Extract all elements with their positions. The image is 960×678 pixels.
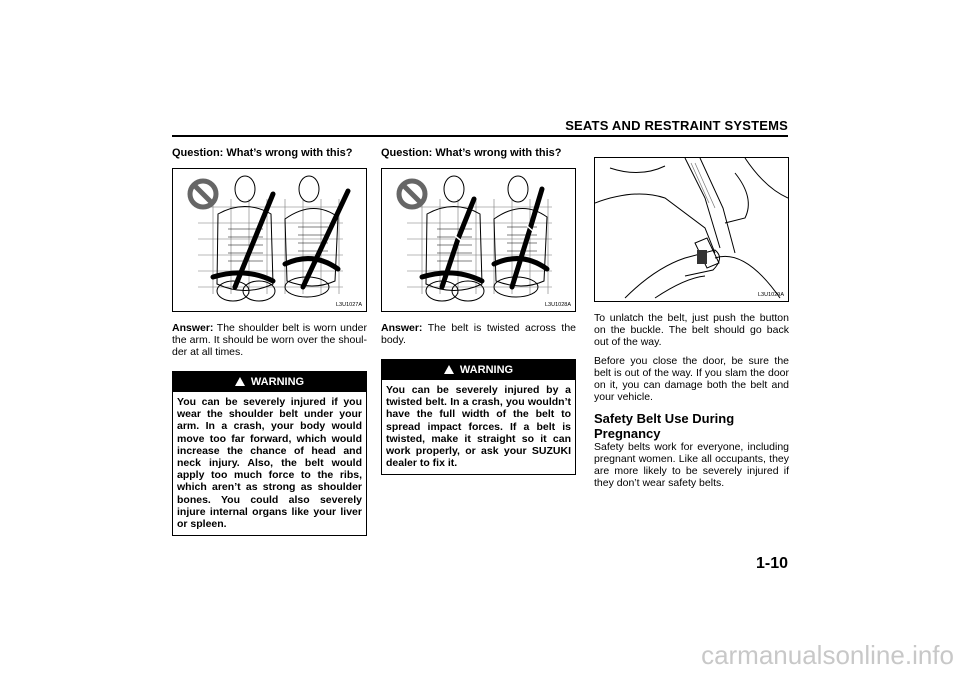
question-heading: Question: What’s wrong with this? <box>172 147 353 159</box>
column-2 <box>381 147 576 475</box>
paragraph: To unlatch the belt, just push the button on the buckle. The belt should go back out of the way. <box>594 312 789 348</box>
warning-header <box>382 360 575 380</box>
question-heading: Question: What’s wrong with this? <box>381 147 562 159</box>
warning-title: WARNING <box>250 376 305 388</box>
warning-box <box>381 359 576 475</box>
paragraph: Before you close the door, be sure the belt is out of the way. If you slam the door on it, you can damage both the belt and your vehicle. <box>594 355 789 403</box>
answer-label: Answer: <box>381 322 423 334</box>
buckle-illustration-icon <box>595 158 788 301</box>
warning-triangle-icon <box>235 377 245 386</box>
page-number: 1-10 <box>755 555 788 572</box>
figure-twisted-belt <box>381 168 576 312</box>
answer-paragraph <box>172 322 367 358</box>
warning-triangle-icon <box>444 365 454 374</box>
figure-label: L3U1027A <box>336 302 362 308</box>
paragraph: Safety belts work for everyone, including pregnant women. Like all occupants, they are more likely to be severely injured if they don’t wear safety belts. <box>594 441 789 489</box>
answer-text: The shoulder belt is worn under the arm. It should be worn over the shoul-der at all times. <box>172 322 367 358</box>
figure-label: L3U1029A <box>758 292 784 298</box>
warning-text: You can be severely injured if you wear the shoulder belt under your arm. In a crash, your body would move too far forward, which would increase the chance of head and neck injury. Also, the belt would apply too much force to the ribs, which aren’t as strong as shoulder bones. You could also severely injure internal organs like your liver or spleen. <box>177 396 362 531</box>
section-heading: Safety Belt Use During Pregnancy <box>594 411 735 441</box>
figure-unlatch-buckle <box>594 157 789 302</box>
header-rule <box>172 135 788 137</box>
watermark: carmanualsonline.info <box>701 640 954 670</box>
warning-box <box>172 371 367 536</box>
answer-label: Answer: <box>172 322 214 334</box>
figure-label: L3U1028A <box>545 302 571 308</box>
warning-header <box>173 372 366 392</box>
figure-belt-under-arm <box>172 168 367 312</box>
column-3 <box>594 157 789 489</box>
answer-text: The belt is twisted across the body. <box>381 322 576 346</box>
seatbelt-illustration-icon <box>382 169 575 311</box>
section-title: SEATS AND RESTRAINT SYSTEMS <box>565 118 788 133</box>
warning-title: WARNING <box>459 364 514 376</box>
seatbelt-illustration-icon <box>173 169 366 311</box>
warning-text: You can be severely injured by a twisted belt. In a crash, you wouldn’t have the full width of the belt to spread impact forces. If a belt is twisted, make it straight so it can work properly, or ask your SUZUKI dealer to fix it. <box>386 384 571 470</box>
answer-paragraph <box>381 322 576 346</box>
column-1 <box>172 147 367 536</box>
